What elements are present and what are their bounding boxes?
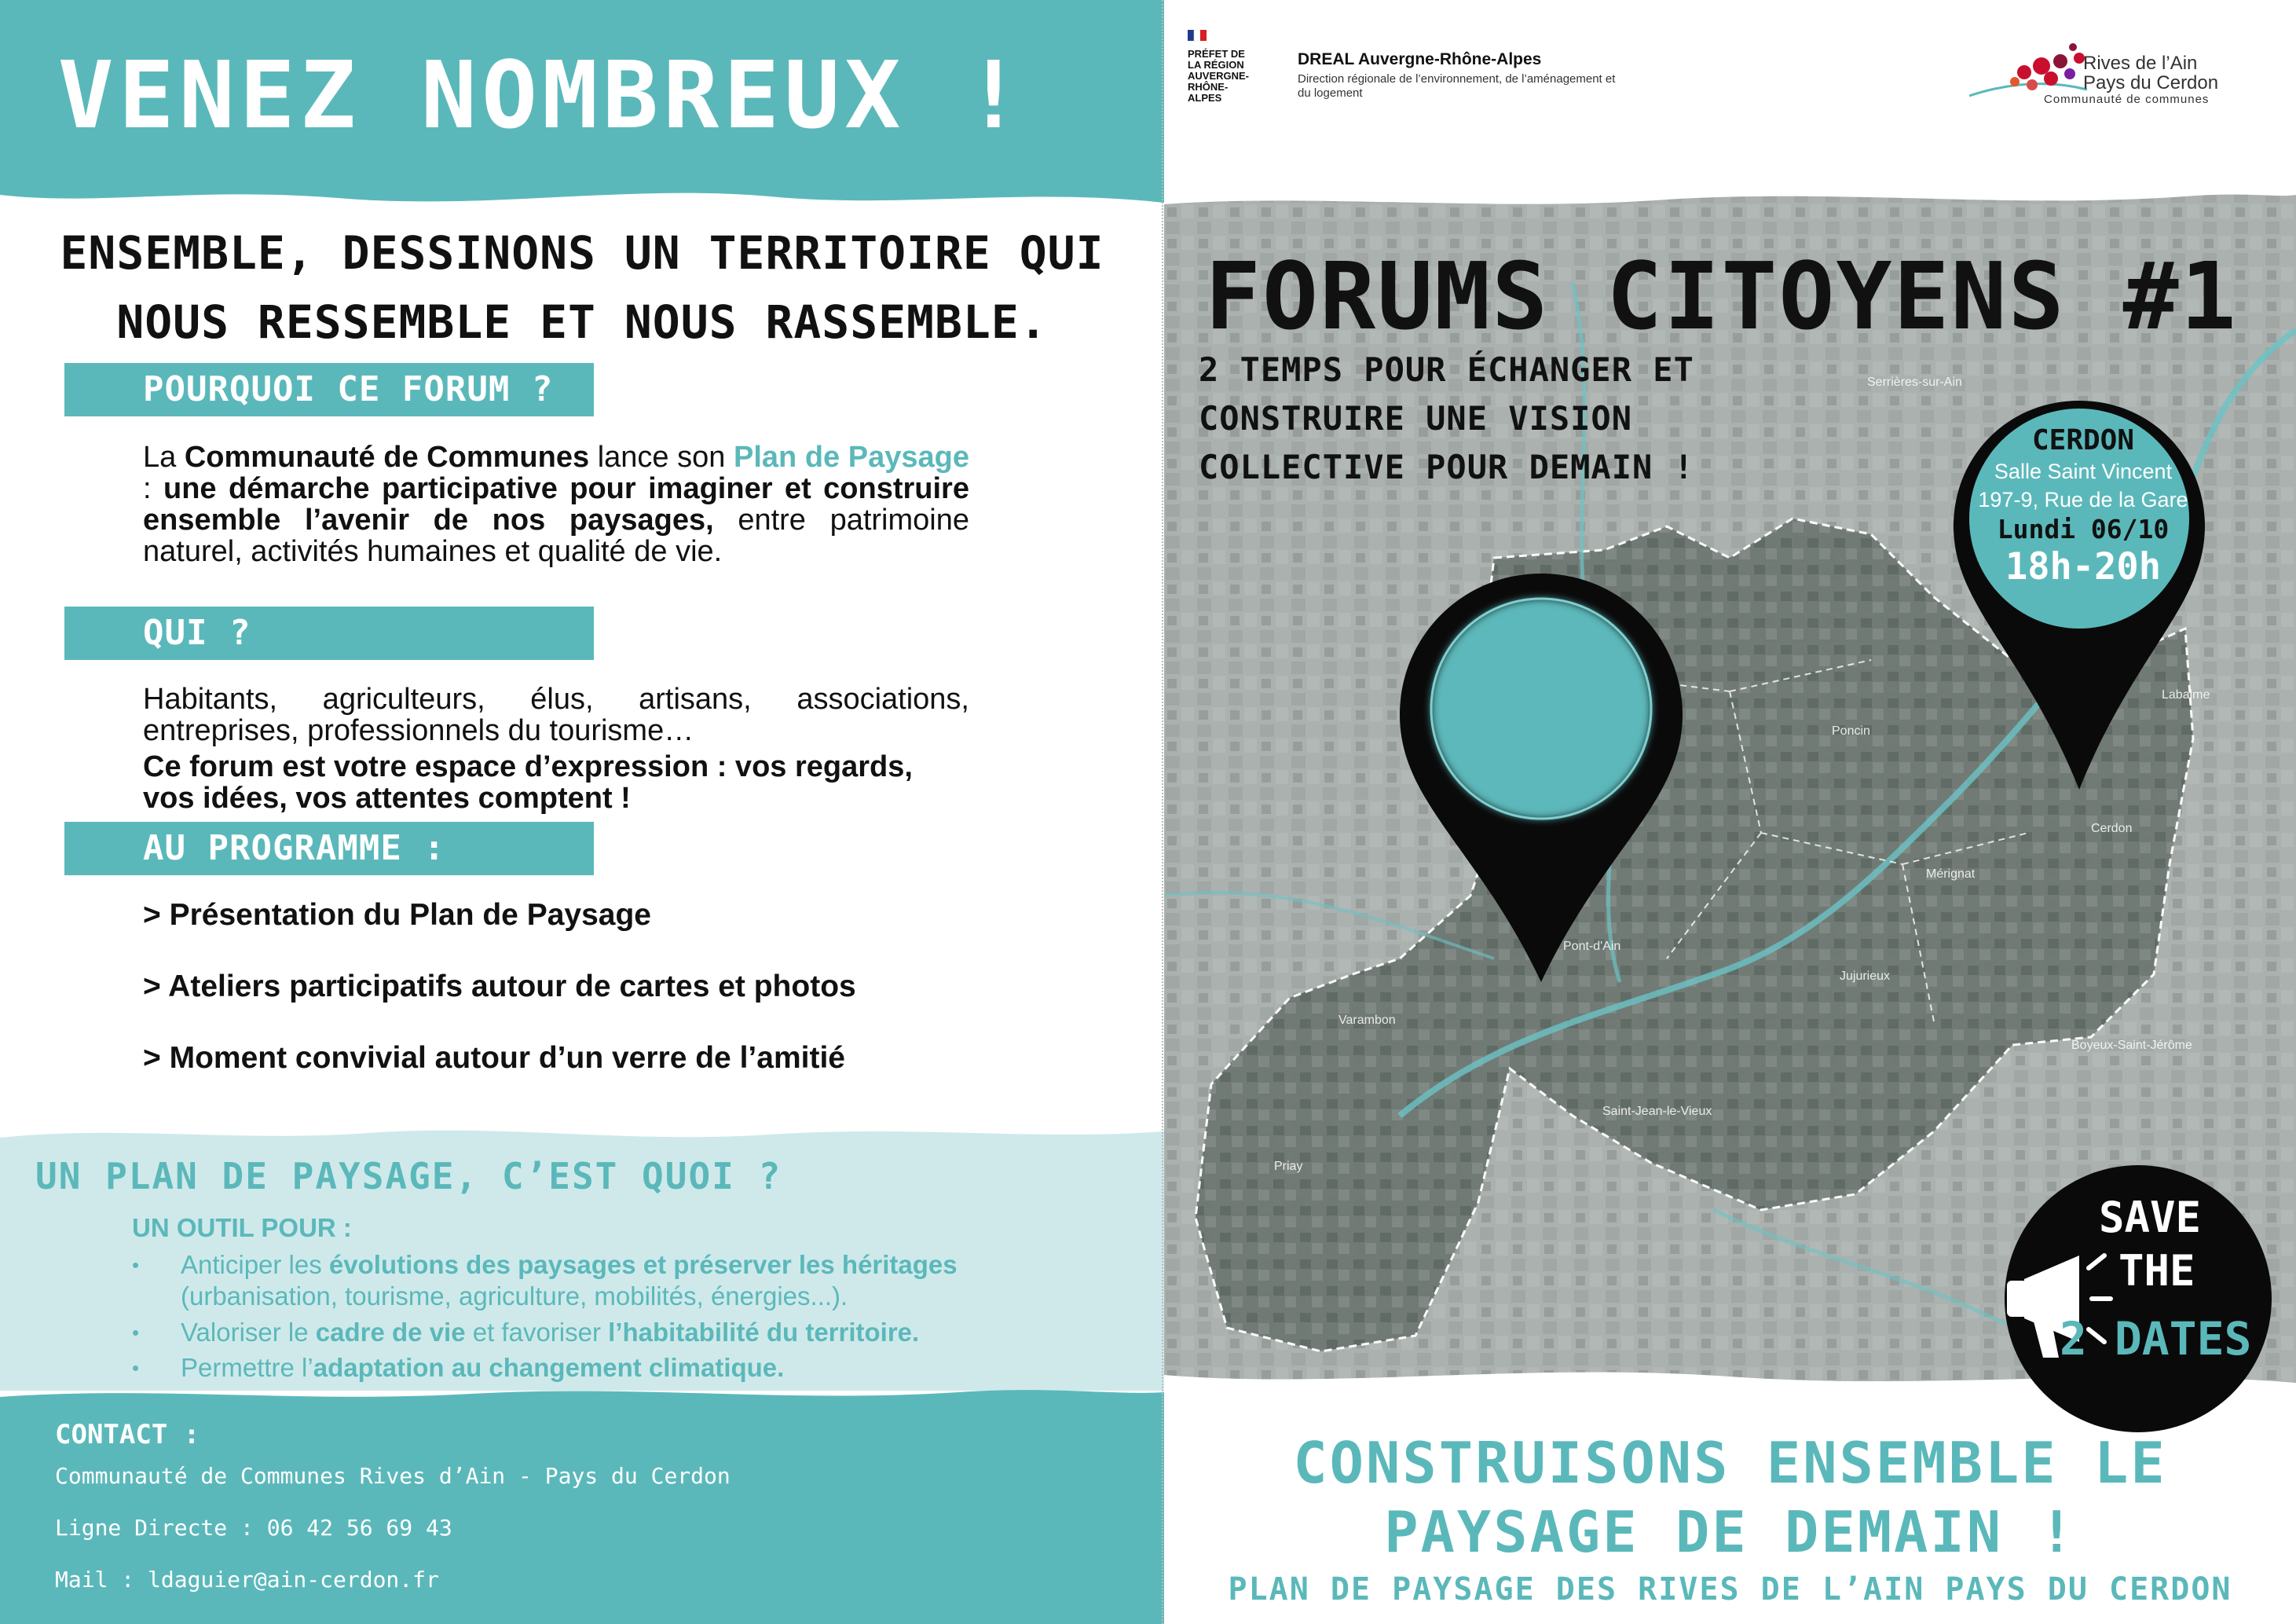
town-label: Poncin	[1832, 724, 1870, 738]
right-panel	[1164, 0, 2296, 1624]
save-line-3: 2 DATES	[2060, 1312, 2252, 1366]
town-label: Serrières-sur-Ain	[1867, 376, 1962, 389]
bullet-3-text-a: Permettre l’	[181, 1353, 313, 1382]
bullet-2-text-d: l’habitabilité du territoire.	[608, 1318, 920, 1347]
town-label: Varambon	[1338, 1014, 1396, 1027]
rives-name-line-2: Pays du Cerdon	[2083, 72, 2219, 93]
bullet-dot: •	[132, 1356, 140, 1380]
qui-paragraph-2: Ce forum est votre espace d’expression : vos regards, vos idées, vos attentes comptent !	[143, 750, 913, 815]
contact-phone[interactable]: Ligne Directe : 06 42 56 69 43	[55, 1515, 452, 1541]
dreal-name: DREAL Auvergne-Rhône-Alpes	[1298, 50, 1542, 68]
bullet-1-text-a: Anticiper les	[181, 1250, 329, 1279]
cerdon-name: CERDON	[2031, 424, 2135, 456]
programme-item: > Moment convivial autour d’un verre de l’amitié	[143, 1041, 845, 1075]
cerdon-time: 18h-20h	[2005, 545, 2162, 588]
fold-divider	[1162, 0, 1163, 1624]
programme-item: > Présentation du Plan de Paysage	[143, 898, 651, 932]
pourquoi-paragraph	[143, 442, 969, 567]
town-label: Mérignat	[1926, 867, 1976, 881]
rives-subtitle: Communauté de communes	[2044, 93, 2210, 106]
prefet-text: PRÉFET DE LA RÉGION AUVERGNE-RHÔNE-ALPES	[1188, 48, 1250, 104]
bullet-3-text-b: adaptation au changement climatique.	[313, 1353, 785, 1382]
cerdon-event-info	[1965, 424, 2201, 589]
cerdon-address: 197-9, Rue de la Gare	[1978, 488, 2188, 511]
pourquoi-text-7: entre patrimoine naturel, activités humaines et qualité de vie.	[143, 504, 970, 568]
bullet-2-text-c: et favoriser	[465, 1318, 609, 1347]
cerdon-place: Salle Saint Vincent	[1994, 460, 2173, 483]
town-label: Labalme	[2162, 688, 2210, 702]
forums-title: FORUMS CITOYENS #1	[1205, 242, 2238, 350]
bullet-1-text-b: évolutions des paysages et préserver les héritages	[328, 1250, 958, 1279]
contact-title: CONTACT :	[55, 1419, 200, 1450]
programme-item: > Ateliers participatifs autour de cartes et photos	[143, 970, 856, 1003]
pourquoi-text-1: La	[143, 441, 185, 474]
town-label: Priay	[1274, 1160, 1303, 1173]
section-title-pourquoi: POURQUOI CE FORUM ?	[143, 369, 554, 409]
location-pin-icon	[1392, 566, 1690, 1006]
plan-title: UN PLAN DE PAYSAGE, C’EST QUOI ?	[35, 1155, 782, 1197]
town-label: Cerdon	[2091, 822, 2133, 835]
section-bar-programme	[64, 822, 594, 875]
section-title-programme: AU PROGRAMME :	[143, 828, 445, 868]
save-line-2: THE	[2118, 1246, 2195, 1296]
rives-name	[2083, 53, 2218, 93]
bottom-subtitle: PLAN DE PAYSAGE DES RIVES DE L’AIN PAYS DU CERDON	[1228, 1571, 2232, 1608]
cerdon-day: Lundi 06/10	[1997, 514, 2170, 544]
town-label: Jujurieux	[1840, 970, 1891, 983]
forums-subtitle: 2 TEMPS POUR ÉCHANGER ET CONSTRUIRE UNE VISION COLLECTIVE POUR DEMAIN !	[1199, 350, 1694, 486]
bullet-2-text-b: cadre de vie	[315, 1318, 466, 1347]
bullet-1-text-c: (urbanisation, tourisme, agriculture, mobilités, énergies...).	[181, 1281, 848, 1311]
pourquoi-text-3: lance son	[589, 441, 734, 474]
section-title-qui: QUI ?	[143, 613, 251, 653]
subhead: ENSEMBLE, DESSINONS UN TERRITOIRE QUI NOUS RESSEMBLE ET NOUS RASSEMBLE.	[60, 226, 1104, 349]
town-label: Boyeux-Saint-Jérôme	[2071, 1039, 2192, 1052]
dreal-description: Direction régionale de l’environnement, de l’aménagement et du logement	[1298, 72, 1616, 100]
qui-paragraph-1: Habitants, agriculteurs, élus, artisans, associations, entreprises, professionnels du tourisme…	[143, 683, 969, 747]
bottom-title: CONSTRUISONS ENSEMBLE LE PAYSAGE DE DEMAIN !	[1293, 1430, 2167, 1565]
contact-org: Communauté de Communes Rives d’Ain - Pays du Cerdon	[55, 1463, 731, 1489]
save-line-1: SAVE	[2099, 1193, 2202, 1242]
pourquoi-text-6: une démarche participative pour imaginer et construire ensemble l’avenir de nos paysages,	[143, 472, 969, 537]
plan-de-paysage-highlight: Plan de Paysage	[734, 441, 970, 474]
plan-tool-label: UN OUTIL POUR :	[132, 1213, 352, 1242]
bullet-dot: •	[132, 1321, 140, 1344]
section-bar-qui	[64, 607, 594, 660]
headline: VENEZ NOMBREUX !	[57, 41, 1027, 149]
contact-email[interactable]: Mail : ldaguier@ain-cerdon.fr	[55, 1567, 439, 1593]
section-bar-pourquoi	[64, 363, 594, 416]
bullet-dot: •	[132, 1253, 140, 1277]
town-label: Saint-Jean-le-Vieux	[1602, 1105, 1712, 1118]
rives-name-line-1: Rives de l’Ain	[2083, 53, 2198, 74]
bullet-2-text-a: Valoriser le	[181, 1318, 316, 1347]
town-label: Pont-d'Ain	[1563, 940, 1621, 953]
pourquoi-text-2: Communauté de Communes	[184, 441, 590, 474]
pourquoi-text-5: :	[143, 472, 163, 505]
